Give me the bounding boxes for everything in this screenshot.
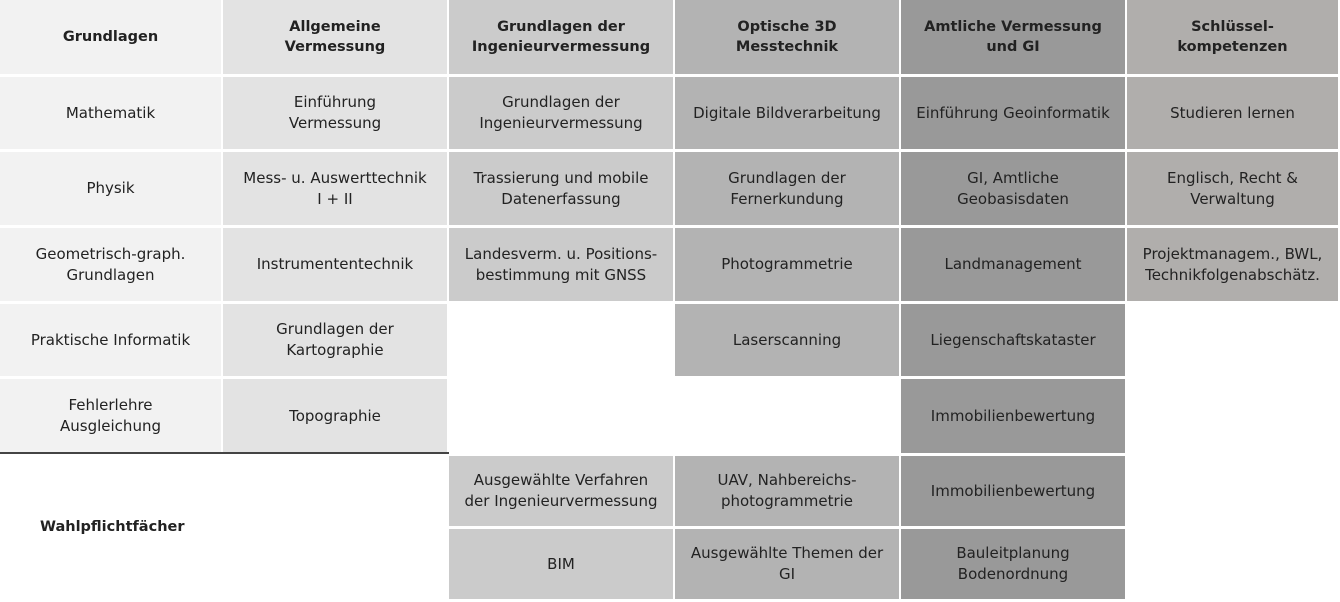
- module-cell: Liegenschaftskataster: [901, 304, 1125, 376]
- header-amtliche-vermessung: Amtliche Vermessung und GI: [901, 0, 1125, 74]
- module-cell: Instrumententechnik: [223, 228, 447, 301]
- module-cell: Praktische Informatik: [0, 304, 221, 376]
- module-cell: Mess- u. Auswerttechnik I + II: [223, 152, 447, 225]
- module-cell: Studieren lernen: [1127, 77, 1338, 149]
- module-cell: Physik: [0, 152, 221, 225]
- module-cell: Topographie: [223, 379, 447, 453]
- module-cell: Geometrisch-graph. Grundlagen: [0, 228, 221, 301]
- elective-divider: [0, 452, 449, 454]
- elective-module-cell: BIM: [449, 529, 673, 599]
- module-cell: Landmanagement: [901, 228, 1125, 301]
- elective-label: Wahlpflichtfächer: [0, 456, 447, 599]
- module-cell: Photogrammetrie: [675, 228, 899, 301]
- module-cell: Grundlagen der Kartographie: [223, 304, 447, 376]
- elective-module-cell: Immobilienbewertung: [901, 456, 1125, 526]
- header-grundlagen: Grundlagen: [0, 0, 221, 74]
- header-allgemeine-vermessung: Allgemeine Vermessung: [223, 0, 447, 74]
- module-cell: Immobilienbewertung: [901, 379, 1125, 453]
- module-cell: Einführung Geoinformatik: [901, 77, 1125, 149]
- module-cell: Fehlerlehre Ausgleichung: [0, 379, 221, 453]
- module-cell: Projektmanagem., BWL, Technikfolgenabschätz.: [1127, 228, 1338, 301]
- elective-module-cell: UAV, Nahbereichs- photogrammetrie: [675, 456, 899, 526]
- header-schluesselkompetenzen: Schlüssel- kompetenzen: [1127, 0, 1338, 74]
- module-cell: Digitale Bildverarbeitung: [675, 77, 899, 149]
- module-cell: Mathematik: [0, 77, 221, 149]
- elective-module-cell: Ausgewählte Themen der GI: [675, 529, 899, 599]
- module-cell: Trassierung und mobile Datenerfassung: [449, 152, 673, 225]
- module-cell: Grundlagen der Ingenieurvermessung: [449, 77, 673, 149]
- module-cell: Landesverm. u. Positions- bestimmung mit GNSS: [449, 228, 673, 301]
- elective-module-cell: Ausgewählte Verfahren der Ingenieurvermessung: [449, 456, 673, 526]
- module-cell: Einführung Vermessung: [223, 77, 447, 149]
- header-optische-messtechnik: Optische 3D Messtechnik: [675, 0, 899, 74]
- module-cell: GI, Amtliche Geobasisdaten: [901, 152, 1125, 225]
- elective-module-cell: Bauleitplanung Bodenordnung: [901, 529, 1125, 599]
- module-cell: Laserscanning: [675, 304, 899, 376]
- module-cell: Grundlagen der Fernerkundung: [675, 152, 899, 225]
- header-ingenieurvermessung: Grundlagen der Ingenieurvermessung: [449, 0, 673, 74]
- module-cell: Englisch, Recht & Verwaltung: [1127, 152, 1338, 225]
